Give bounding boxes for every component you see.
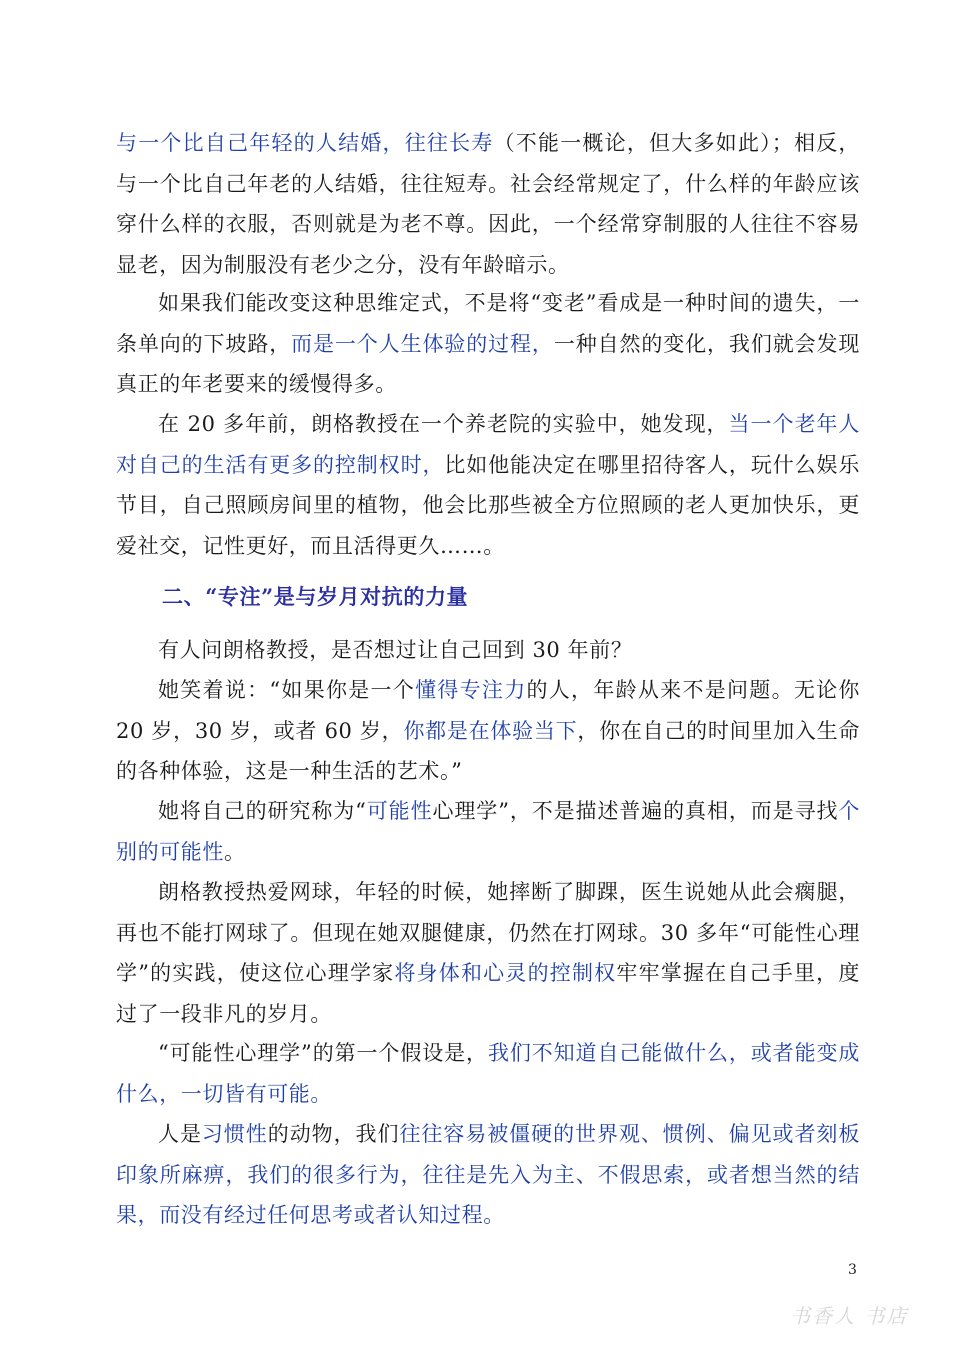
text-run: “可能性心理学”的第一个假设是，	[158, 1041, 488, 1065]
highlighted-text: 可能性	[366, 799, 433, 823]
text-run: 如果我们能改变这种思维定式，不是将“变老”看成是一种时间的遗失，一条单向的下坡路，	[116, 291, 860, 356]
highlighted-text: 懂得专注力	[415, 678, 527, 702]
text-run: 朗格教授热爱网球，年轻的时候，她摔断了脚踝，医生说她从此会瘸腿，再也不能打网球了。但现在她双腿健康，仍然在打网球。30 多年“可能性心理学”的实践，使这位心理学家	[116, 880, 860, 985]
highlighted-text: 你都是在体验当下	[403, 718, 578, 743]
text-run: 有人问朗格教授，是否想过让自己回到 30 年前？	[158, 638, 633, 662]
paragraph-4	[116, 630, 860, 671]
paragraph-5	[116, 670, 860, 792]
paragraph-8	[116, 1033, 860, 1114]
highlighted-text: 将身体和心灵的控制权	[394, 961, 617, 985]
paragraph-3	[116, 404, 860, 566]
highlighted-text: 与一个比自己年轻的人结婚，往往长寿	[116, 131, 494, 155]
text-run: 的动物，我们	[267, 1122, 400, 1146]
paragraph-7	[116, 872, 860, 1034]
highlighted-text: 习惯性	[201, 1122, 268, 1146]
text-run: 比如他能决定在哪里招待客人，玩什么娱乐节目，自己照顾房间里的植物，他会比那些被全方位照顾的老人更加快乐，更爱社交，记性更好，而且活得更久……。	[116, 452, 860, 558]
text-run: 她将自己的研究称为“	[158, 799, 367, 823]
highlighted-text: 个别的可能性	[116, 799, 860, 864]
paragraph-2	[116, 283, 860, 405]
highlighted-text: 当一个老年人对自己的生活有更多的控制权时，	[116, 412, 860, 477]
paragraph-6	[116, 791, 860, 872]
text-run: 。	[224, 839, 246, 864]
highlighted-text: 而是一个人生体验的过程，	[291, 331, 554, 356]
text-run: 人是	[158, 1122, 202, 1146]
text-run: （不能一概论，但大多如此）；相反，与一个比自己年老的人结婚，往往短寿。社会经常规定了，什么样的年龄应该穿什么样的衣服，否则就是为老不尊。因此，一个经常穿制服的人往往不容易显老，因为制服没有老少之分，没有年龄暗示。	[116, 131, 861, 277]
text-run: 一种自然的变化，我们就会发现真正的年老要来的缓慢得多。	[116, 331, 860, 396]
paragraph-9	[116, 1114, 860, 1236]
page-number: 3	[848, 1262, 857, 1278]
text-run: 她笑着说：“如果你是一个	[158, 678, 416, 702]
highlighted-text: 我们不知道自己能做什么，或者能变成什么，一切皆有可能。	[116, 1041, 860, 1106]
section-heading: 二、“专注”是与岁月对抗的力量	[162, 584, 469, 609]
text-run: ，你在自己的时间里加入生命的各种体验，这是一种生活的艺术。”	[116, 718, 860, 783]
paragraph-1	[116, 123, 860, 285]
text-run: 的人，年龄从来不是问题。无论你 20 岁，30 岁，或者 60 岁，	[116, 678, 861, 743]
highlighted-text: 往往容易被僵硬的世界观、惯例、偏见或者刻板印象所麻痹，我们的很多行为，往往是先入为主、不假思索，或者想当然的结果，而没有经过任何思考或者认知过程。	[116, 1122, 860, 1227]
text-run: 在 20 多年前，朗格教授在一个养老院的实验中，她发现，	[158, 412, 729, 436]
watermark: 书香人 书店	[790, 1304, 909, 1328]
text-run: 心理学”，不是描述普遍的真相，而是寻找	[432, 799, 839, 823]
text-run: 牢牢掌握在自己手里，度过了一段非凡的岁月。	[116, 961, 860, 1026]
